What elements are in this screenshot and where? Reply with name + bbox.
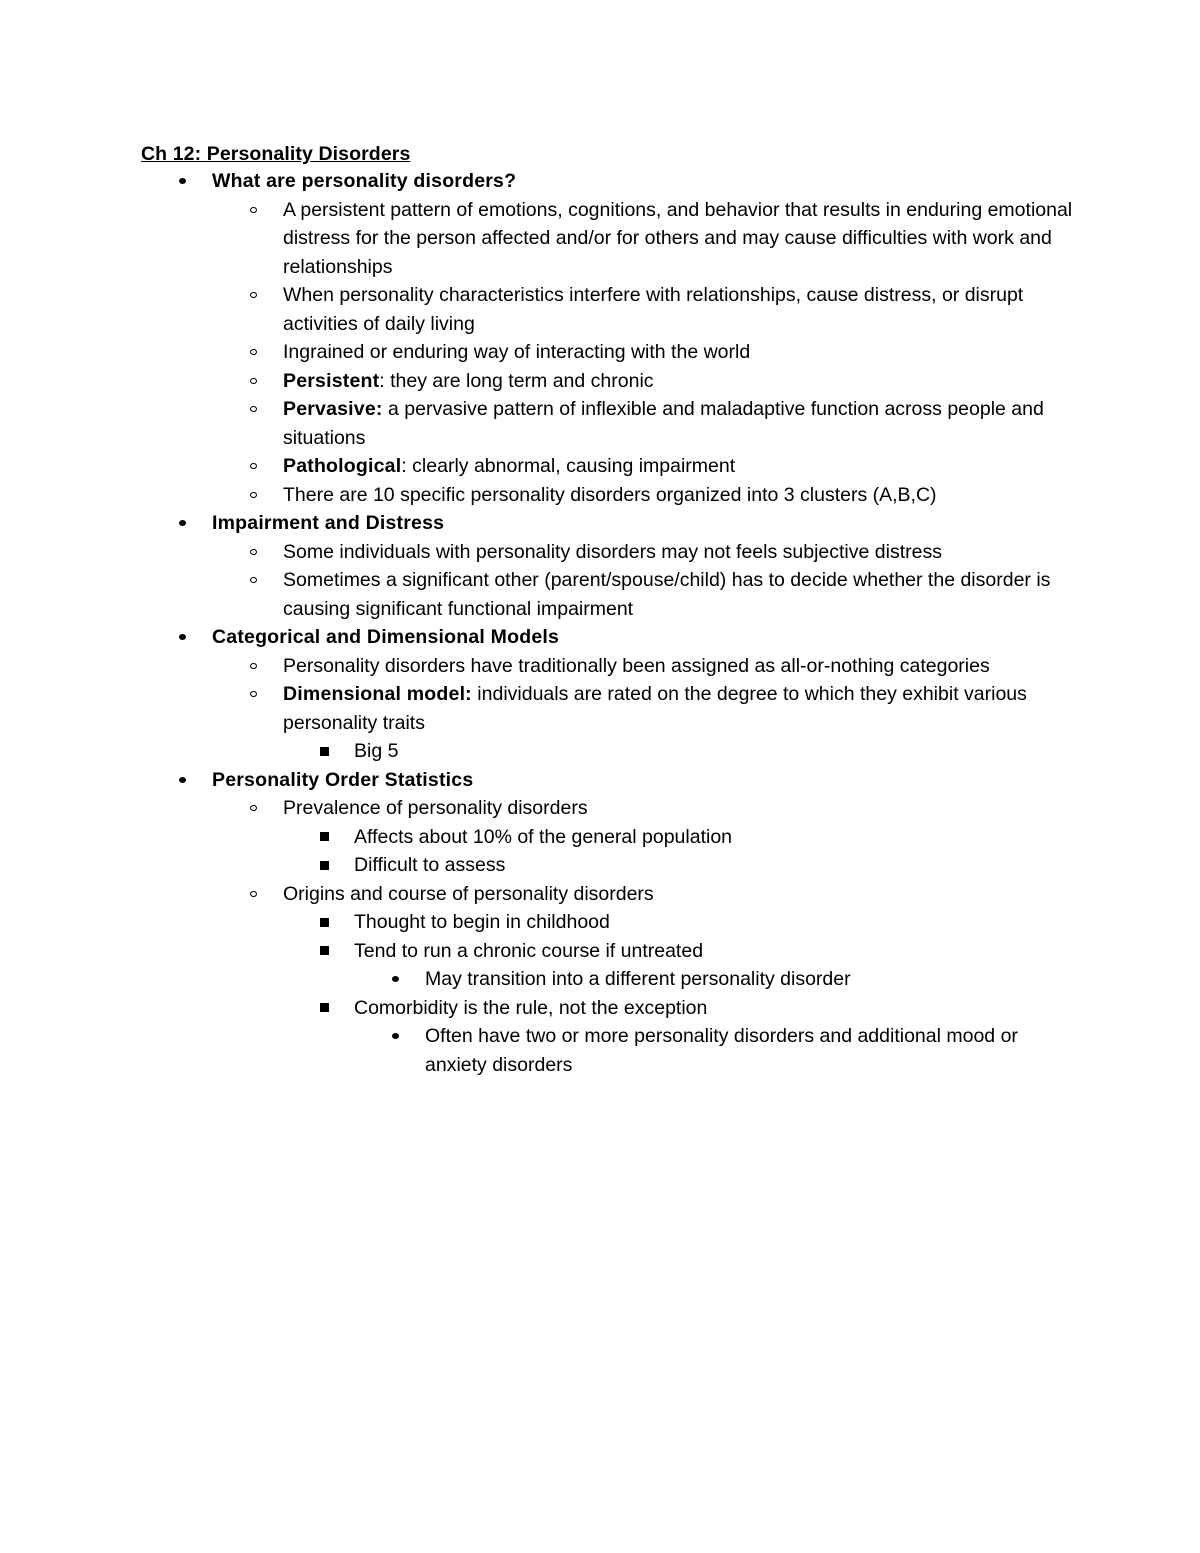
filled-bullet-icon bbox=[389, 1022, 401, 1051]
hollow-bullet-icon bbox=[247, 880, 259, 909]
hollow-bullet-icon bbox=[247, 196, 259, 225]
list-item-text: A persistent pattern of emotions, cognitions, and behavior that results in enduring emotional distress for the person affected and/or for others and may cause difficulties with work and relationships bbox=[283, 198, 1073, 278]
list-item-text: There are 10 specific personality disorders organized into 3 clusters (A,B,C) bbox=[283, 483, 937, 506]
sub-list bbox=[212, 652, 1081, 766]
hollow-bullet-icon bbox=[247, 481, 259, 510]
square-bullet-icon bbox=[318, 908, 330, 937]
filled-bullet-icon bbox=[176, 766, 188, 795]
list-item bbox=[212, 338, 1081, 367]
list-item bbox=[212, 880, 1081, 1080]
filled-bullet-icon bbox=[176, 623, 188, 652]
hollow-bullet-icon bbox=[247, 452, 259, 481]
sub-list bbox=[212, 538, 1081, 624]
hollow-bullet-icon bbox=[247, 395, 259, 424]
filled-bullet-icon bbox=[176, 509, 188, 538]
list-item-text: Sometimes a significant other (parent/spouse/child) has to decide whether the disorder is causing significant functional impairment bbox=[283, 569, 1051, 620]
list-item bbox=[283, 994, 1081, 1080]
hollow-bullet-icon bbox=[247, 281, 259, 310]
section-heading: Impairment and Distress bbox=[212, 512, 445, 534]
sub-sub-sub-list bbox=[354, 1022, 1081, 1079]
list-item bbox=[354, 1022, 1081, 1079]
list-item-text: Big 5 bbox=[354, 740, 399, 762]
list-item bbox=[212, 680, 1081, 766]
document-title: Ch 12: Personality Disorders bbox=[141, 143, 411, 165]
term-label: Persistent bbox=[283, 369, 380, 392]
list-item-text: Often have two or more personality disorders and additional mood or anxiety disorders bbox=[425, 1025, 1018, 1076]
list-item-text bbox=[283, 395, 1081, 452]
list-item bbox=[212, 367, 1081, 396]
section-heading: Personality Order Statistics bbox=[212, 768, 474, 791]
list-item-text: Affects about 10% of the general population bbox=[354, 825, 733, 848]
list-item-text: Origins and course of personality disorders bbox=[283, 882, 654, 905]
hollow-bullet-icon bbox=[247, 338, 259, 367]
list-item bbox=[212, 281, 1081, 338]
section-item bbox=[141, 509, 1081, 623]
list-item bbox=[283, 851, 1081, 880]
term-label: Dimensional model: bbox=[283, 683, 472, 705]
list-item-text: Thought to begin in childhood bbox=[354, 911, 610, 933]
term-definition: : they are long term and chronic bbox=[379, 369, 654, 392]
sub-list bbox=[212, 794, 1081, 1079]
list-item bbox=[212, 652, 1081, 681]
square-bullet-icon bbox=[318, 737, 330, 766]
list-item-text: When personality characteristics interfere with relationships, cause distress, or disrupt activities of daily living bbox=[283, 284, 1024, 335]
list-item-text bbox=[283, 367, 1081, 396]
list-item-text: Some individuals with personality disorders may not feels subjective distress bbox=[283, 540, 942, 563]
outline-list bbox=[141, 167, 1081, 1079]
square-bullet-icon bbox=[318, 937, 330, 966]
sub-sub-sub-list bbox=[354, 965, 1081, 994]
square-bullet-icon bbox=[318, 823, 330, 852]
term-definition: : clearly abnormal, causing impairment bbox=[401, 455, 736, 477]
hollow-bullet-icon bbox=[247, 652, 259, 681]
term-label: Pervasive: bbox=[283, 398, 383, 420]
term-definition: a pervasive pattern of inflexible and maladaptive function across people and situations bbox=[283, 398, 1044, 449]
list-item-text bbox=[283, 680, 1081, 737]
section-heading: What are personality disorders? bbox=[212, 170, 517, 192]
hollow-bullet-icon bbox=[247, 680, 259, 709]
list-item bbox=[212, 538, 1081, 567]
hollow-bullet-icon bbox=[247, 367, 259, 396]
sub-sub-list bbox=[283, 908, 1081, 1079]
filled-bullet-icon bbox=[176, 167, 188, 196]
list-item-text: Difficult to assess bbox=[354, 854, 506, 876]
filled-bullet-icon bbox=[389, 965, 401, 994]
square-bullet-icon bbox=[318, 851, 330, 880]
section-heading: Categorical and Dimensional Models bbox=[212, 626, 560, 648]
hollow-bullet-icon bbox=[247, 538, 259, 567]
list-item bbox=[212, 395, 1081, 452]
hollow-bullet-icon bbox=[247, 566, 259, 595]
hollow-bullet-icon bbox=[247, 794, 259, 823]
list-item-text: Comorbidity is the rule, not the exception bbox=[354, 996, 708, 1019]
list-item bbox=[212, 452, 1081, 481]
list-item-text: Tend to run a chronic course if untreated bbox=[354, 939, 704, 962]
sub-list bbox=[212, 196, 1081, 510]
list-item bbox=[212, 566, 1081, 623]
sub-sub-list bbox=[283, 823, 1081, 880]
list-item-text: Prevalence of personality disorders bbox=[283, 797, 588, 819]
list-item-text: Personality disorders have traditionally been assigned as all-or-nothing categories bbox=[283, 654, 990, 677]
list-item bbox=[283, 823, 1081, 852]
section-item bbox=[141, 766, 1081, 1080]
document-page bbox=[141, 141, 1081, 1079]
list-item bbox=[283, 908, 1081, 937]
section-item bbox=[141, 623, 1081, 766]
square-bullet-icon bbox=[318, 994, 330, 1023]
list-item-text: Ingrained or enduring way of interacting with the world bbox=[283, 341, 751, 363]
section-item bbox=[141, 167, 1081, 509]
sub-sub-list bbox=[283, 737, 1081, 766]
list-item bbox=[354, 965, 1081, 994]
list-item-text: May transition into a different personality disorder bbox=[425, 968, 851, 990]
list-item bbox=[283, 737, 1081, 766]
list-item bbox=[212, 196, 1081, 282]
list-item-text bbox=[283, 452, 1081, 481]
list-item bbox=[283, 937, 1081, 994]
term-definition: individuals are rated on the degree to which they exhibit various personality traits bbox=[283, 683, 1027, 734]
term-label: Pathological bbox=[283, 455, 402, 477]
list-item bbox=[212, 481, 1081, 510]
list-item bbox=[212, 794, 1081, 880]
